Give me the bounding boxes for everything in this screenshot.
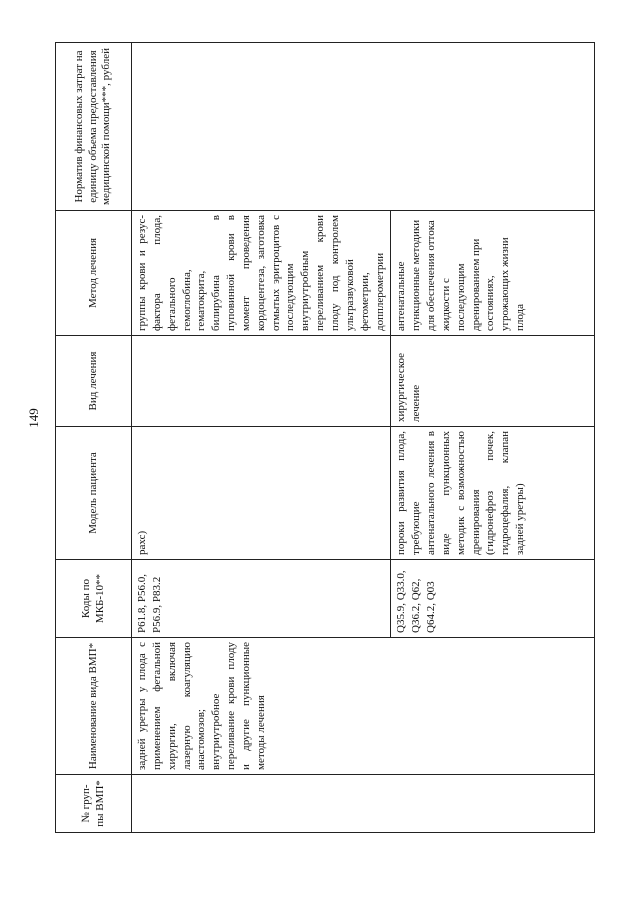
vmp-table bbox=[55, 42, 595, 833]
cell-vmp-name: задней уретры у плода с применением фетальной хирургии, включая лазерную коагуляцию анастомозов; внутриутробное переливание крови плоду и другие пункционные методы лечения bbox=[132, 638, 595, 775]
header-icd-codes: Коды по МКБ-10** bbox=[56, 560, 132, 638]
cell-icd-codes: P61.8, P56.0, P56.9, P83.2 bbox=[132, 560, 391, 638]
page-number: 149 bbox=[26, 408, 41, 428]
header-group-no: № груп-пы ВМП* bbox=[56, 775, 132, 833]
header-vmp-name: Наименование вида ВМП* bbox=[56, 638, 132, 775]
header-row bbox=[56, 43, 132, 833]
cell-treatment-method: антенатальные пункционные методики для обеспечения оттока жидкости с последующим дренированием при состояниях, угрожающих жизни плода bbox=[391, 211, 595, 336]
table-wrapper bbox=[55, 43, 595, 833]
cell-patient-model: рахс) bbox=[132, 427, 391, 560]
header-treatment-type: Вид лечения bbox=[56, 336, 132, 427]
cell-group-no bbox=[132, 775, 595, 833]
cell-treatment-type: хирургическое лечение bbox=[391, 336, 595, 427]
cell-cost-standard bbox=[132, 43, 595, 211]
table-row bbox=[132, 43, 391, 833]
header-cost-standard: Норматив финансовых затрат на единицу объема предоставления медицинской помощи***, рублей bbox=[56, 43, 132, 211]
header-treatment-method: Метод лечения bbox=[56, 211, 132, 336]
header-patient-model: Модель пациента bbox=[56, 427, 132, 560]
cell-patient-model: пороки развития плода, требующие антенатального лечения в виде пункционных методик с возможностью дренирования (гидронефроз почек, гидроцефалия, клапан задней уретры) bbox=[391, 427, 595, 560]
cell-icd-codes: Q35.9, Q33.0, Q36.2, Q62, Q64.2, Q03 bbox=[391, 560, 595, 638]
cell-treatment-type bbox=[132, 336, 391, 427]
cell-treatment-method: группы крови и резус-фактора плода, фетального гемоглобина, гематокрита, билирубина в пуповинной крови в момент проведения кордоцентеза, заготовка отмытых эритроцитов с последующим внутриутробным переливанием крови плоду под контролем ультразвуковой фетометрии, допплерометрии bbox=[132, 211, 391, 336]
